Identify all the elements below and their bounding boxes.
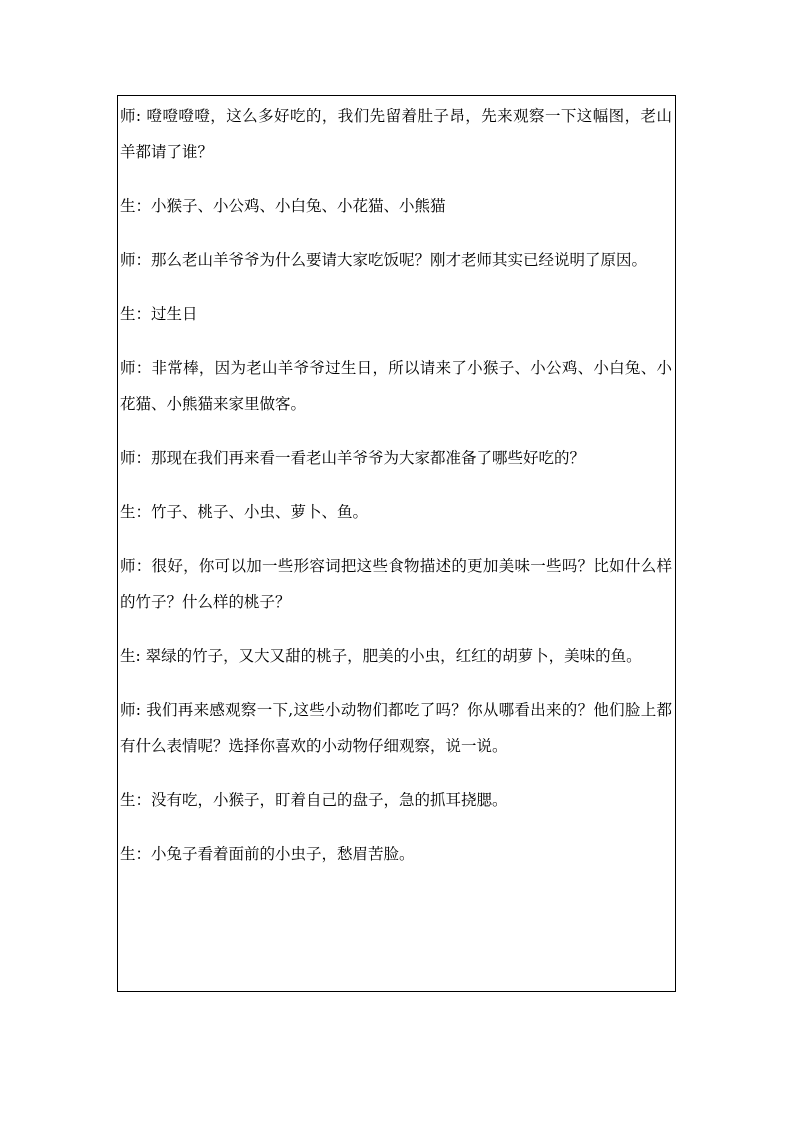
- dialogue-line-teacher: 师: 噔噔噔噔，这么多好吃的，我们先留着肚子昂，先来观察一下这幅图，老山羊都请了谁？: [120, 107, 672, 161]
- dialogue-line-teacher: 师：非常棒，因为老山羊爷爷过生日，所以请来了小猴子、小公鸡、小白兔、小花猫、小熊猫来家里做客。: [120, 359, 672, 413]
- dialogue-line-teacher: 师：很好，你可以加一些形容词把这些食物描述的更加美味一些吗？比如什么样的竹子？什么样的桃子？: [120, 557, 672, 611]
- dialogue-line-student: 生：过生日: [120, 305, 198, 323]
- dialogue-line-student: 生：竹子、桃子、小虫、萝卜、鱼。: [120, 503, 369, 521]
- dialogue-line-teacher: 师: 我们再来感观察一下,这些小动物们都吃了吗？你从哪看出来的？他们脸上都有什么表情呢？选择你喜欢的小动物仔细观察，说一说。: [120, 701, 672, 755]
- dialogue-line-student: 生：小猴子、小公鸡、小白兔、小花猫、小熊猫: [120, 197, 446, 215]
- dialogue-line-teacher: 师：那么老山羊爷爷为什么要请大家吃饭呢？刚才老师其实已经说明了原因。: [120, 251, 648, 269]
- dialogue-line-student: 生：没有吃，小猴子，盯着自己的盘子，急的抓耳挠腮。: [120, 791, 508, 809]
- dialogue-list: [120, 98, 672, 872]
- dialogue-line-student: 生：小兔子看着面前的小虫子，愁眉苦脸。: [120, 845, 415, 863]
- dialogue-line-student: 生: 翠绿的竹子，又大又甜的桃子，肥美的小虫，红红的胡萝卜，美味的鱼。: [120, 647, 642, 665]
- dialogue-line-teacher: 师：那现在我们再来看一看老山羊爷爷为大家都准备了哪些好吃的？: [120, 449, 586, 467]
